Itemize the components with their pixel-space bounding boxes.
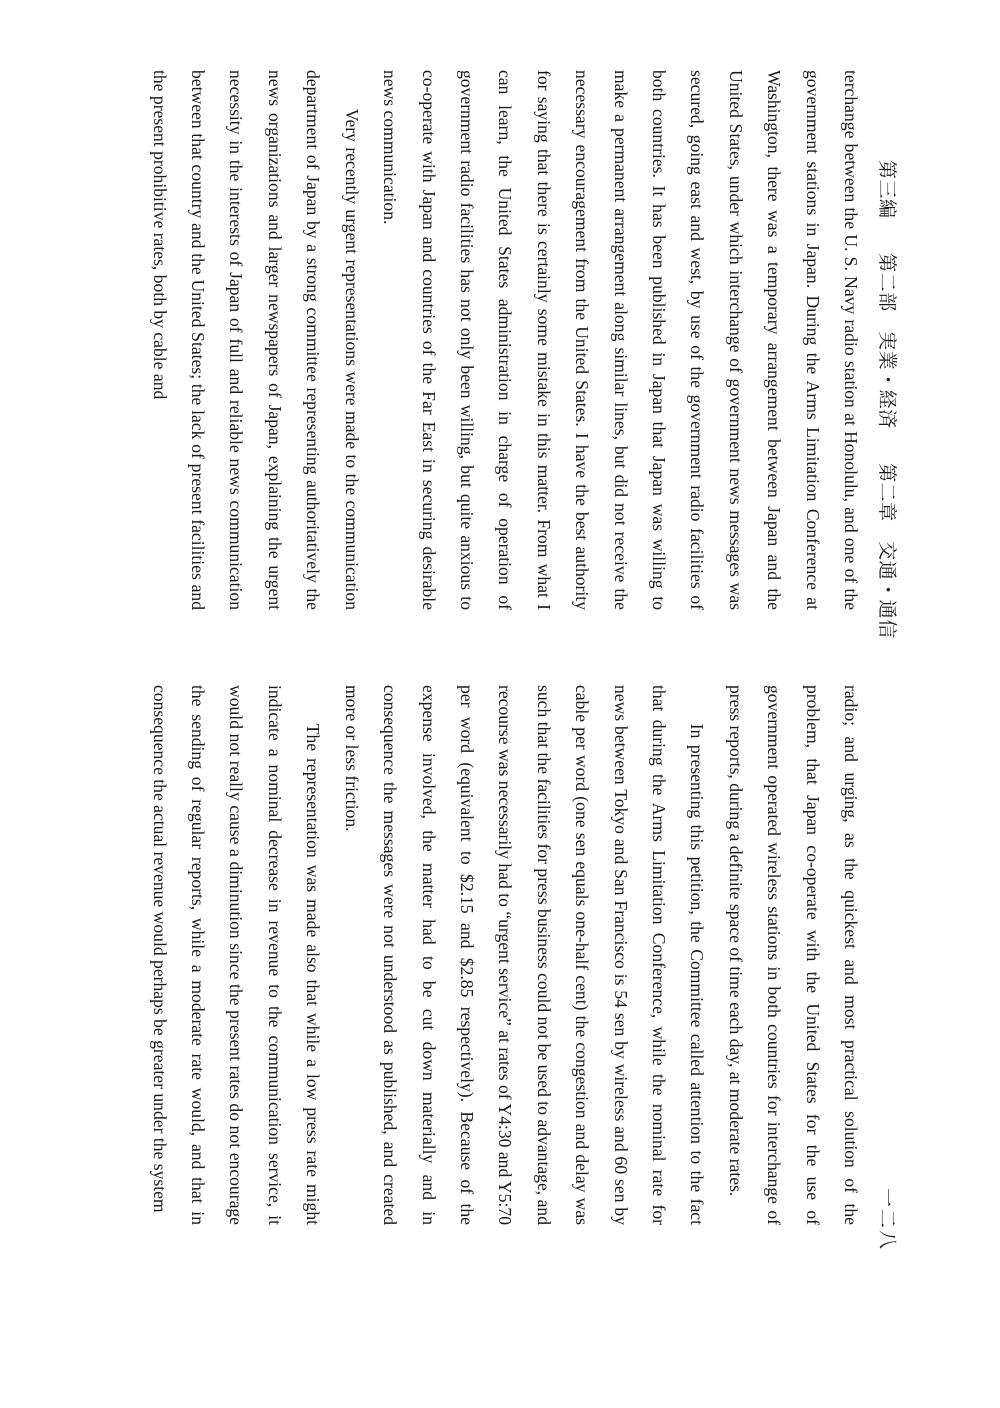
paragraph: terchange between the U. S. Navy radio station at Honolulu, and one of the government stations in Japan. During the Arms Limitation Conference at Washington, there was a temporary arrangement between Japan and the United States, under which interchange of government news messages was secured, going east and west, by use of the government radio facilities of both countries. It has been published in Japan that Japan was willing to make a permanent arrangement along similar lines, but did not receive the necessary encouragement from the United States. I have the best authority for saying that there is certainly some mistake in this matter. From what I can learn, the United States administration in charge of operation of government radio facilities has not only been willing, but quite anxious to co-operate with Japan and countries of the Far East in securing desirable news communication. <box>380 70 861 610</box>
paragraph: Very recently urgent representations were made to the communication department of Japan by a strong committee representing authoritatively the news organizations and larger newspapers of Japan, explaining the urgent necessity in the interests of Japan of full and reliable news communication between that country and the United States; the lack of present facilities and the present prohibitive rates, both by cable and <box>149 70 362 610</box>
running-head-volume: 第三編 <box>876 160 898 219</box>
paragraph: radio; and urging, as the quickest and most practical solution of the problem, that Japan co-operate with the United States for the use of government operated wireless stations in both countries for interchange of press reports, during a definite space of time each day, at moderate rates. <box>725 685 861 1225</box>
paragraph: The representation was made also that while a low press rate might indicate a nominal decrease in revenue to the communication service, it would not really cause a diminution since the present rates do not encourage the sending of regular reports, while a moderate rate would, and that in consequence the actual revenue would perhaps be greater under the system <box>149 685 324 1225</box>
paragraph: In presenting this petition, the Committee called attention to the fact that during the Arms Limitation Conference, while the nominal rate for news between Tokyo and San Francisco is 54 sen by wireless and 60 sen by cable per word (one sen equals one-half cent) the congestion and delay was such that the facilities for press business could not be used to advantage, and recourse was necessarily had to “urgent service” at rates of Y4:30 and Y5:70 per word (equivalent to $2.15 and $2.85 respectively). Because of the expense involved, the matter had to be cut down materially and in consequence the messages were not understood as published, and created more or less friction. <box>341 685 708 1225</box>
text-column-left <box>140 70 870 610</box>
page-number: 一二八 <box>876 1188 898 1252</box>
running-head-chapter: 第二章 交通・通信 <box>876 463 898 639</box>
text-column-right <box>140 685 870 1225</box>
running-head-part: 第二部 実業・経済 <box>876 253 898 429</box>
running-head <box>872 160 902 1260</box>
